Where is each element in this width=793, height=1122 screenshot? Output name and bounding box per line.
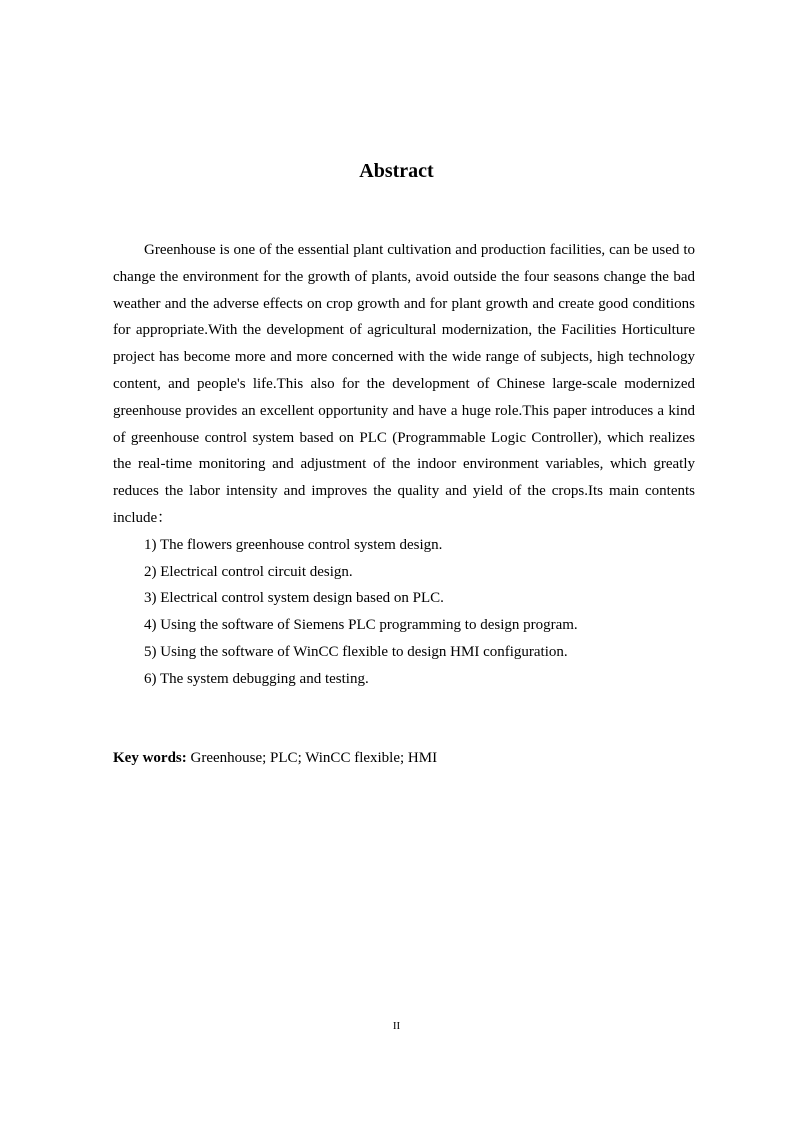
list-item: 2) Electrical control circuit design. — [144, 563, 353, 580]
list-item: 3) Electrical control system design based on PLC. — [144, 590, 444, 607]
abstract-body — [113, 237, 695, 693]
page-number: II — [392, 1020, 401, 1032]
list-item: 6) The system debugging and testing. — [144, 670, 369, 687]
list-item: 1) The flowers greenhouse control system design. — [144, 536, 443, 553]
list-item: 4) Using the software of Siemens PLC programming to design program. — [144, 617, 578, 634]
keywords-line — [113, 745, 437, 771]
page-title: Abstract — [359, 160, 434, 182]
abstract-paragraph: Greenhouse is one of the essential plant cultivation and production facilities, can be used to change the environment for the growth of plants, avoid outside the four seasons change the bad weather and the adverse effects on crop growth and for plant growth and create good conditions for appropriate.With the development of agricultural modernization, the Facilities Horticulture project has become more and more concerned with the wide range of subjects, high technology content, and people's life.This also for the development of Chinese large-scale modernized greenhouse provides an excellent opportunity and have a huge role.This paper introduces a kind of greenhouse control system based on PLC (Programmable Logic Controller), which realizes the real-time monitoring and adjustment of the indoor environment variables, which greatly reduces the labor intensity and improves the quality and yield of the crops.Its main contents include： — [113, 242, 695, 526]
contents-list — [113, 532, 695, 693]
keywords-label: Key words: — [113, 750, 187, 766]
list-item: 5) Using the software of WinCC flexible to design HMI configuration. — [144, 643, 568, 660]
keywords-text: Greenhouse; PLC; WinCC flexible; HMI — [186, 750, 438, 766]
